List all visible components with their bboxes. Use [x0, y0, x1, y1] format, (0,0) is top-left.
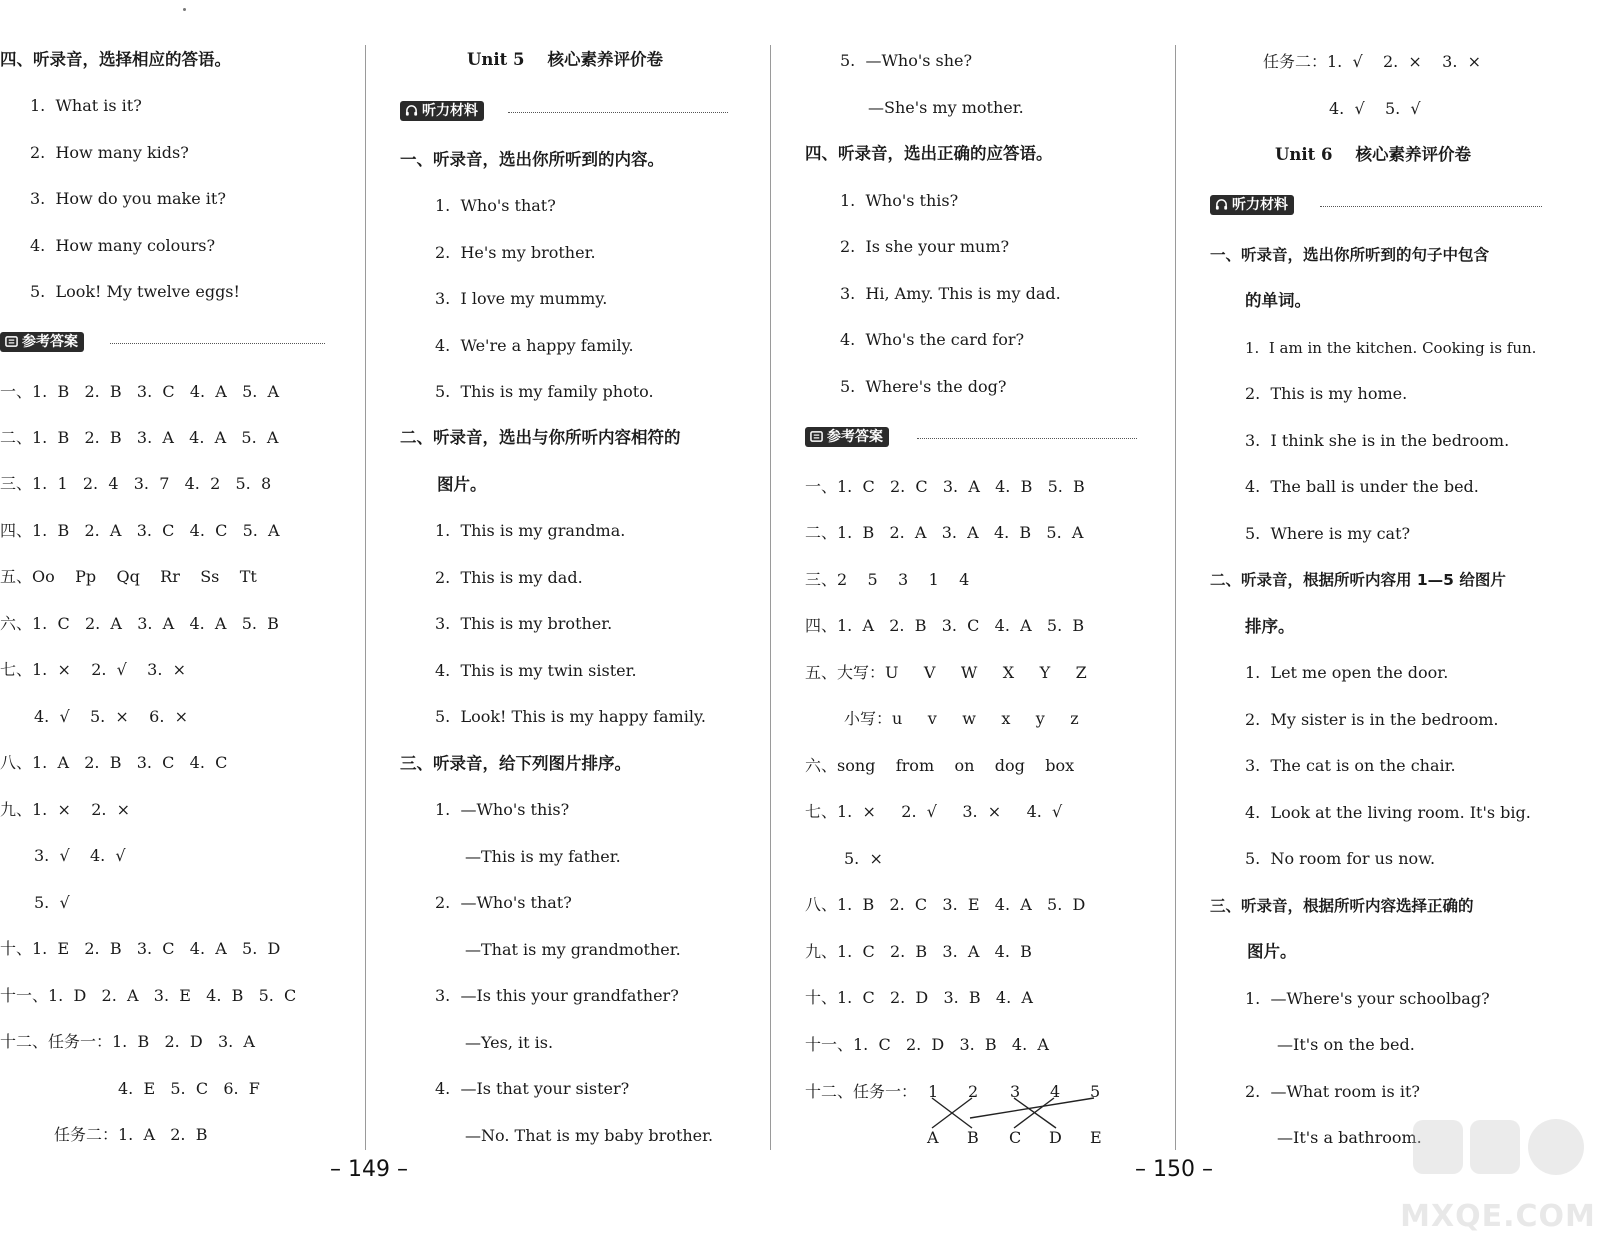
section-heading-cont: 图片。 — [437, 475, 487, 494]
answers-tag — [0, 332, 84, 352]
listening-line: 3. The cat is on the chair. — [1245, 756, 1456, 775]
listening-line: 5. Where is my cat? — [1245, 524, 1411, 543]
section-heading-cont: 排序。 — [1245, 617, 1295, 636]
answer-line: 九、1. C 2. B 3. A 4. B — [805, 942, 1032, 961]
listening-tag-label: 听力材料 — [422, 103, 478, 119]
answer-line: 七、1. × 2. √ 3. × — [0, 660, 187, 679]
dialogue-line: —It's a bathroom. — [1277, 1128, 1422, 1147]
headphones-icon — [1215, 198, 1228, 211]
answer-line: 六、song from on dog box — [805, 756, 1075, 775]
listening-line: 4. This is my twin sister. — [435, 661, 637, 680]
dotted-rule — [110, 343, 325, 344]
section-heading-cont: 图片。 — [1247, 942, 1297, 961]
book-icon — [810, 430, 823, 443]
listening-line: 2. This is my home. — [1245, 384, 1408, 403]
listening-line: 1. Let me open the door. — [1245, 663, 1449, 682]
listening-line: 1. Who's this? — [840, 191, 959, 210]
dialogue-line: —She's my mother. — [868, 98, 1024, 117]
answer-line: 十、1. C 2. D 3. B 4. A — [805, 988, 1033, 1007]
listening-line: 2. He's my brother. — [435, 243, 596, 262]
match-bottom-label: C — [1009, 1128, 1022, 1147]
dialogue-line: —This is my father. — [465, 847, 621, 866]
answers-tag-row — [0, 332, 330, 354]
match-top-label: 3 — [1010, 1082, 1021, 1101]
listening-tag-row — [400, 101, 730, 123]
dialogue-line: 4. —Is that your sister? — [435, 1079, 630, 1098]
column-divider — [365, 45, 366, 1150]
match-top-label: 4 — [1050, 1082, 1061, 1101]
answer-line: 5. × — [844, 849, 883, 868]
dialogue-line: 3. —Is this your grandfather? — [435, 986, 679, 1005]
answer-line: 3. √ 4. √ — [34, 846, 126, 865]
listening-line: 4. Who's the card for? — [840, 330, 1025, 349]
dialogue-line: 2. —Who's that? — [435, 893, 572, 912]
listening-line: 5. Where's the dog? — [840, 377, 1007, 396]
answer-line: 八、1. A 2. B 3. C 4. C — [0, 753, 228, 772]
unit-title: Unit 6 核心素养评价卷 — [1275, 145, 1471, 164]
section-heading: 三、听录音，给下列图片排序。 — [400, 754, 631, 773]
section-heading-cont: 的单词。 — [1245, 291, 1311, 310]
answer-line: 十一、1. C 2. D 3. B 4. A — [805, 1035, 1049, 1054]
answer-line: 十二、任务一： — [805, 1082, 918, 1101]
watermark — [1398, 1108, 1598, 1238]
column-divider — [770, 45, 771, 1150]
answer-line: 七、1. × 2. √ 3. × 4. √ — [805, 802, 1063, 821]
answer-line: 任务二：1. A 2. B — [54, 1125, 208, 1144]
listening-line: 3. I love my mummy. — [435, 289, 608, 308]
dialogue-line: —No. That is my baby brother. — [465, 1126, 714, 1145]
dialogue-line: 1. —Who's this? — [435, 800, 570, 819]
answer-line: 十、1. E 2. B 3. C 4. A 5. D — [0, 939, 281, 958]
match-bottom-label: E — [1090, 1128, 1102, 1147]
listening-line: 4. Look at the living room. It's big. — [1245, 803, 1531, 822]
headphones-icon — [405, 104, 418, 117]
listening-tag-row — [1210, 195, 1545, 217]
section-heading: 一、听录音，选出你所听到的句子中包含 — [1210, 246, 1490, 264]
listening-tag-label: 听力材料 — [1232, 197, 1288, 213]
unit-title: Unit 5 核心素养评价卷 — [467, 50, 663, 69]
watermark-logo-icon — [1408, 1112, 1588, 1182]
listening-line: 4. The ball is under the bed. — [1245, 477, 1479, 496]
match-top-label: 1 — [928, 1082, 939, 1101]
book-icon — [5, 335, 18, 348]
column-3 — [800, 0, 1145, 1170]
answer-line: 三、2 5 3 1 4 — [805, 570, 970, 589]
answer-line: 一、1. C 2. C 3. A 4. B 5. B — [805, 477, 1085, 496]
answer-line: 十二、任务一：1. B 2. D 3. A — [0, 1032, 255, 1051]
section-heading: 二、听录音，根据所听内容用 1—5 给图片 — [1210, 571, 1506, 589]
dotted-rule — [1320, 206, 1542, 207]
listening-line: 3. How do you make it? — [30, 189, 226, 208]
answer-line: 五、大写：U V W X Y Z — [805, 663, 1087, 682]
section-heading: 一、听录音，选出你所听到的内容。 — [400, 150, 664, 169]
dialogue-line: 1. —Where's your schoolbag? — [1245, 989, 1490, 1008]
answer-line: 4. √ 5. × 6. × — [34, 707, 189, 726]
listening-line: 1. This is my grandma. — [435, 521, 626, 540]
listening-line: 1. What is it? — [30, 96, 142, 115]
section-heading: 四、听录音，选出正确的应答语。 — [805, 144, 1053, 163]
answers-tag-label: 参考答案 — [827, 429, 883, 445]
dotted-rule — [508, 112, 728, 113]
listening-line: 5. This is my family photo. — [435, 382, 654, 401]
listening-line: 2. My sister is in the bedroom. — [1245, 710, 1499, 729]
page-number-149: – 149 – — [330, 1157, 408, 1182]
listening-line: 3. Hi, Amy. This is my dad. — [840, 284, 1061, 303]
section-heading: 二、听录音，选出与你所听内容相符的 — [400, 428, 681, 447]
match-bottom-label: A — [927, 1128, 939, 1147]
answers-tag — [805, 427, 889, 447]
match-top-label: 2 — [968, 1082, 979, 1101]
answer-line: 4. E 5. C 6. F — [118, 1079, 260, 1098]
answer-line: 六、1. C 2. A 3. A 4. A 5. B — [0, 614, 279, 633]
dialogue-line: 5. —Who's she? — [840, 51, 973, 70]
match-bottom-label: D — [1049, 1128, 1062, 1147]
answer-line: 四、1. A 2. B 3. C 4. A 5. B — [805, 616, 1085, 635]
listening-line: 5. No room for us now. — [1245, 849, 1436, 868]
dialogue-line: 2. —What room is it? — [1245, 1082, 1420, 1101]
listening-line: 2. Is she your mum? — [840, 237, 1010, 256]
match-top-label: 5 — [1090, 1082, 1101, 1101]
watermark-text: MXQE.COM — [1400, 1199, 1596, 1234]
dialogue-line: —Yes, it is. — [465, 1033, 554, 1052]
listening-line: 1. I am in the kitchen. Cooking is fun. — [1245, 339, 1537, 357]
listening-line: 4. How many colours? — [30, 236, 216, 255]
listening-line: 3. I think she is in the bedroom. — [1245, 431, 1510, 450]
answer-line: 一、1. B 2. B 3. C 4. A 5. A — [0, 382, 280, 401]
answer-line: 五、Oo Pp Qq Rr Ss Tt — [0, 567, 257, 586]
listening-line: 5. Look! This is my happy family. — [435, 707, 706, 726]
answer-line: 二、1. B 2. A 3. A 4. B 5. A — [805, 523, 1084, 542]
answer-line: 5. √ — [34, 893, 70, 912]
answers-tag-row — [805, 427, 1140, 449]
section-heading: 三、听录音，根据所听内容选择正确的 — [1210, 897, 1474, 915]
dialogue-line: —It's on the bed. — [1277, 1035, 1415, 1054]
listening-line: 3. This is my brother. — [435, 614, 613, 633]
answer-line: 4. √ 5. √ — [1329, 99, 1421, 118]
answer-line: 小写：u v w x y z — [844, 709, 1079, 728]
listening-tag — [1210, 195, 1294, 215]
section-heading: 四、听录音，选择相应的答语。 — [0, 50, 231, 69]
answer-line: 四、1. B 2. A 3. C 4. C 5. A — [0, 521, 280, 540]
answers-tag-label: 参考答案 — [22, 334, 78, 350]
answer-line: 十一、1. D 2. A 3. E 4. B 5. C — [0, 986, 297, 1005]
dotted-rule — [917, 438, 1137, 439]
column-divider — [1175, 45, 1176, 1150]
answer-line: 三、1. 1 2. 4 3. 7 4. 2 5. 8 — [0, 474, 272, 493]
answer-line: 二、1. B 2. B 3. A 4. A 5. A — [0, 428, 279, 447]
answer-line: 八、1. B 2. C 3. E 4. A 5. D — [805, 895, 1086, 914]
dialogue-line: —That is my grandmother. — [465, 940, 681, 959]
column-2 — [395, 0, 740, 1170]
listening-line: 2. How many kids? — [30, 143, 189, 162]
listening-line: 2. This is my dad. — [435, 568, 583, 587]
listening-line: 4. We're a happy family. — [435, 336, 634, 355]
answer-line: 九、1. × 2. × — [0, 800, 131, 819]
column-4 — [1205, 0, 1595, 1170]
page-number-150: – 150 – — [1135, 1157, 1213, 1182]
listening-line: 1. Who's that? — [435, 196, 556, 215]
column-1 — [0, 0, 360, 1170]
listening-tag — [400, 101, 484, 121]
match-bottom-label: B — [967, 1128, 979, 1147]
listening-line: 5. Look! My twelve eggs! — [30, 282, 240, 301]
answer-line: 任务二：1. √ 2. × 3. × — [1263, 52, 1482, 71]
